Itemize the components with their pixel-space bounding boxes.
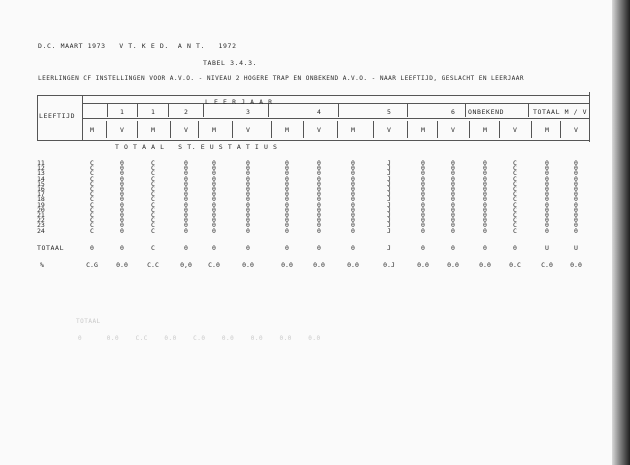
data-column: 0 0 0 0 0 0 0 0 0 0 0 0 0 0 [212,159,216,235]
year-separator [203,104,204,117]
year-label: 2 [184,108,188,116]
percent-cell: 0.J [383,261,395,269]
totaal-cell: 0 [317,244,321,252]
year-label: 4 [317,108,321,116]
totaal-cell: 0 [483,244,487,252]
data-column: J J J J J J J J J J J J J J [387,159,391,235]
percent-cell: 0.0 [347,261,359,269]
percent-cell: C.0 [208,261,220,269]
year-label: 1 [151,108,155,116]
totaal-label: TOTAAL [37,244,65,252]
sex-label: M [545,126,549,134]
sex-label: V [246,126,250,134]
totaal-cell: 0 [421,244,425,252]
data-column: 0 0 0 0 0 0 0 0 0 0 0 0 0 0 [285,159,289,235]
totaal-mv-label: TOTAAL M / V [533,108,588,116]
totaal-cell: 0 [120,244,124,252]
percent-cell: 0.0 [479,261,491,269]
year-separator [407,104,408,117]
totaal-cell: J [387,244,391,252]
year-label: 3 [246,108,250,116]
header-top-rule [37,95,589,96]
sex-label: M [151,126,155,134]
percent-label: % [40,261,45,269]
percent-cell: C.C [147,261,159,269]
percent-cell: C.0 [541,261,553,269]
year-separator [268,104,269,117]
table-number: TABEL 3.4.3. [203,59,258,67]
totaal-cell: 0 [184,244,188,252]
data-column: 0 0 0 0 0 0 0 0 0 0 0 0 0 0 [545,159,549,235]
totaal-cell: U [545,244,549,252]
sex-label: M [285,126,289,134]
data-column: 0 0 0 0 0 0 0 0 0 0 0 0 0 0 [421,159,425,235]
percent-cell: 0.0 [447,261,459,269]
year-label: 1 [120,108,124,116]
year-label: 6 [451,108,455,116]
left-border [37,95,38,141]
year-label: 5 [387,108,391,116]
totaal-cell: 0 [246,244,250,252]
data-column: 0 0 0 0 0 0 0 0 0 0 0 0 0 0 [451,159,455,235]
percent-cell: 0.0 [281,261,293,269]
percent-cell: 0.0 [417,261,429,269]
sex-label: V [317,126,321,134]
totaal-cell: 0 [351,244,355,252]
showthrough-text-b: 0 0.0 C.C 0.0 C.0 0.0 0.0 0.0 0.0 [78,335,321,342]
data-column: 0 0 0 0 0 0 0 0 0 0 0 0 0 0 [120,159,124,235]
data-column: 0 0 0 0 0 0 0 0 0 0 0 0 0 0 [483,159,487,235]
data-column: 0 0 0 0 0 0 0 0 0 0 0 0 0 0 [184,159,188,235]
totaal-cell: 0 [90,244,94,252]
sex-label: M [212,126,216,134]
year-separator [168,104,169,117]
data-column: 0 0 0 0 0 0 0 0 0 0 0 0 0 0 [317,159,321,235]
leerjaar-rule [82,103,589,104]
totaal-cell: 0 [451,244,455,252]
sex-label: V [451,126,455,134]
percent-cell: 0.0 [570,261,582,269]
sex-label: V [387,126,391,134]
data-column: C C C C C C C C C C C C C C [513,159,517,235]
sex-label: M [90,126,94,134]
totaal-cell: 0 [513,244,517,252]
leeftijd-label: LEEFTIJD [39,112,76,120]
percent-cell: 0.C [509,261,521,269]
year-rule [82,118,589,119]
sex-label: M [351,126,355,134]
year-separator [465,104,466,117]
sex-label: M [421,126,425,134]
totaal-cell: C [151,244,155,252]
sex-label: V [120,126,124,134]
percent-cell: 0.0 [313,261,325,269]
date-line: D.C. MAART 1973 V T. K E D. A N T. 1972 [38,42,237,50]
onbekend-label: ONBEKEND [468,108,505,116]
percent-cell: C.G [86,261,98,269]
totaal-cell: 0 [285,244,289,252]
year-separator [528,104,529,117]
percent-cell: 0.0 [116,261,128,269]
data-column: C C C C C C C C C C C C C C [151,159,155,235]
age-labels: 11 12 13 14 15 16 17 18 19 20 21 22 23 24 [37,159,45,235]
year-separator [338,104,339,117]
data-column: 0 0 0 0 0 0 0 0 0 0 0 0 0 0 [351,159,355,235]
right-border [589,92,590,142]
data-column: 0 0 0 0 0 0 0 0 0 0 0 0 0 0 [574,159,578,235]
sex-label: V [574,126,578,134]
totaal-cell: 0 [212,244,216,252]
data-column: C C C C C C C C C C C C C C [90,159,94,235]
sex-label: V [513,126,517,134]
header-bottom-rule [37,140,589,141]
table-title: LEERLINGEN CF INSTELLINGEN VOOR A.V.O. - NIVEAU 2 HOGERE TRAP EN ONBEKEND A.V.O. - NAAR LEEFTIJD, GESLACHT EN LEERJAAR [38,75,525,82]
percent-cell: 0.0 [242,261,254,269]
year-separator [107,104,108,117]
totaal-cell: U [574,244,578,252]
year-separator [137,104,138,117]
book-binding-edge [612,0,630,465]
sex-label: M [483,126,487,134]
data-column: 0 0 0 0 0 0 0 0 0 0 0 0 0 0 [246,159,250,235]
sex-label: V [184,126,188,134]
percent-cell: 0,0 [180,261,192,269]
leeftijd-divider [82,95,83,141]
section-title: T O T A A L S T. E U S T A T I U S [115,143,278,151]
leerjaar-label: L E E R J A A R [205,98,273,106]
showthrough-text-a: TOTAAL [76,318,101,325]
